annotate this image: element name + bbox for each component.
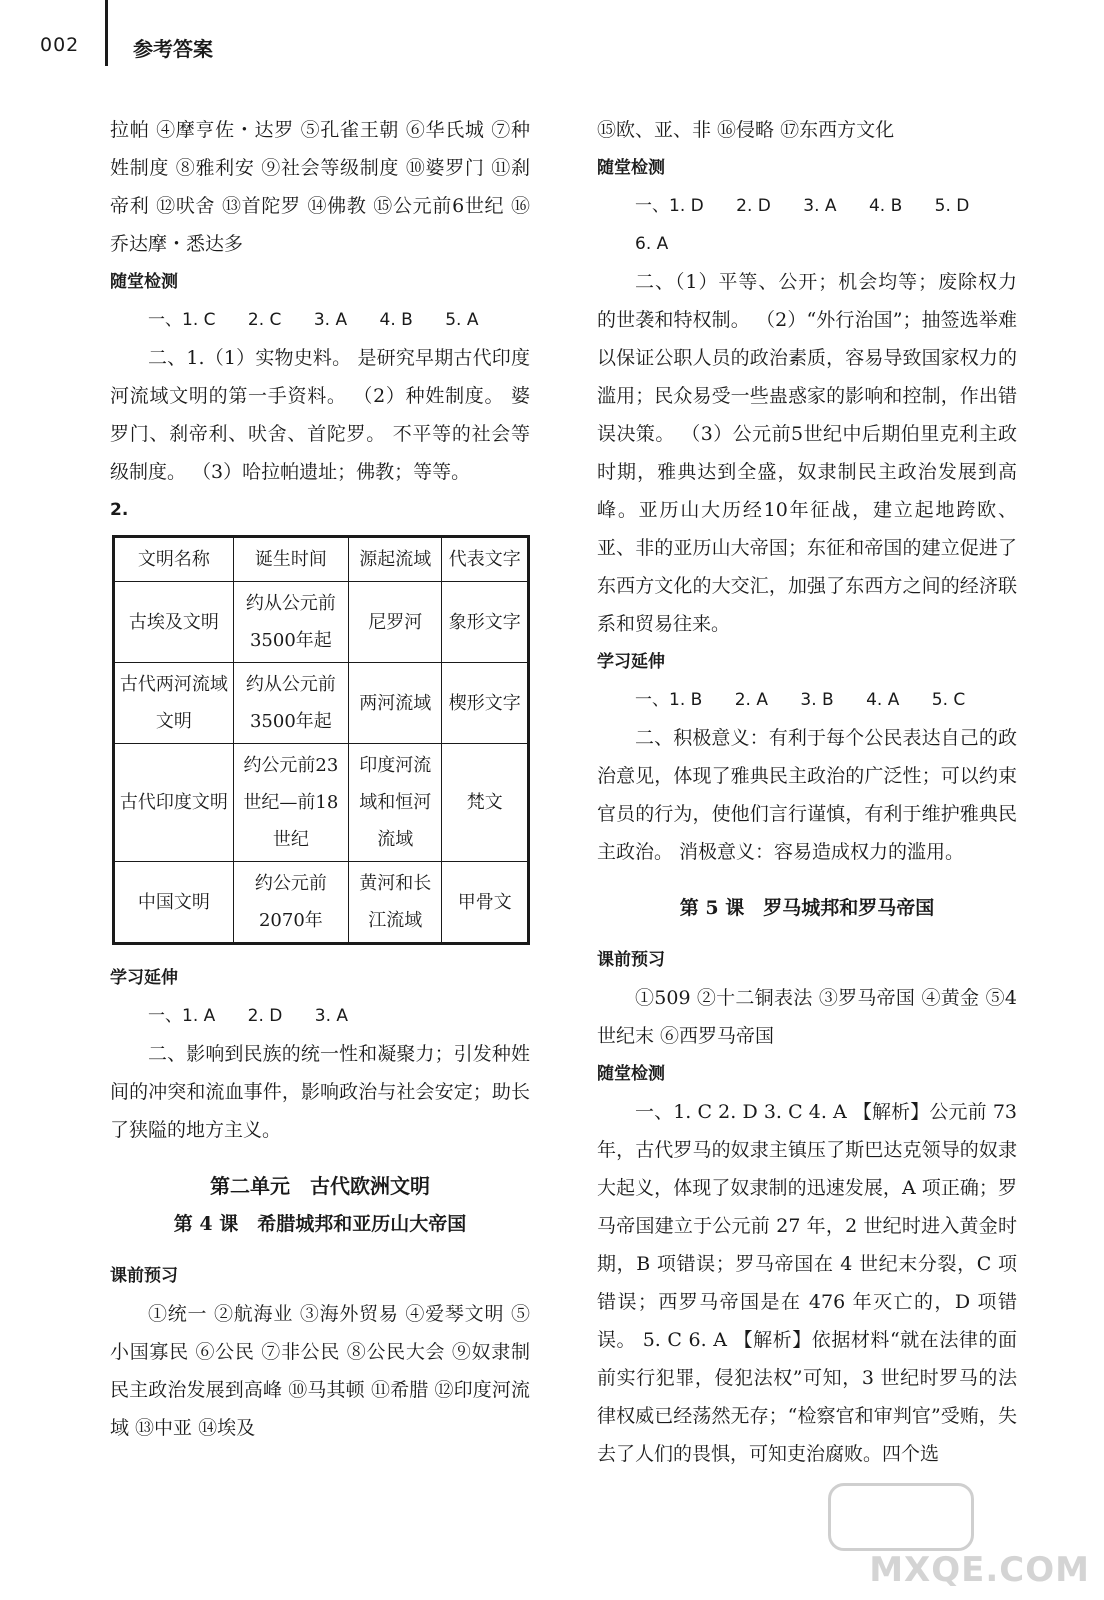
answer-paragraph: 二、积极意义：有利于每个公民表达自己的政治意见，体现了雅典民主政治的广泛性；可以约束官员的行为，使他们言行谨慎，有利于维护雅典民主政治。 消极意义：容易造成权力的滥用。 (597, 727, 1017, 863)
choice-answers: 6. A (635, 234, 669, 254)
choice-answers: 一、1. A 2. D 3. A (148, 1006, 349, 1026)
lesson-title: 第 5 课 罗马城邦和罗马帝国 (679, 897, 935, 919)
table-cell: 文明名称 (114, 537, 234, 582)
header-divider (105, 0, 108, 66)
section-heading: 学习延伸 (110, 968, 178, 988)
table-cell: 古代印度文明 (114, 744, 234, 862)
table-header-row (114, 537, 529, 582)
table-row (114, 862, 529, 944)
section-heading: 随堂检测 (110, 272, 178, 292)
table-cell: 代表文字 (442, 537, 529, 582)
answer-continuation: ⑮欧、亚、非 ⑯侵略 ⑰东西方文化 (597, 119, 895, 141)
table-cell: 约公元前2070年 (233, 862, 348, 944)
page-number: 002 (40, 34, 80, 56)
section-heading: 学习延伸 (597, 652, 665, 672)
table-cell: 梵文 (442, 744, 529, 862)
watermark-text: MXQE.COM (869, 1550, 1090, 1590)
table-cell: 约公元前23世纪—前18世纪 (233, 744, 348, 862)
section-heading: 随堂检测 (597, 1064, 665, 1084)
table-cell: 约从公元前3500年起 (233, 663, 348, 744)
unit-title: 第二单元 古代欧洲文明 (210, 1174, 430, 1198)
table-cell: 两河流域 (349, 663, 442, 744)
table-cell: 诞生时间 (233, 537, 348, 582)
table-cell: 古代两河流域文明 (114, 663, 234, 744)
answer-paragraph: 二、1.（1）实物史料。 是研究早期古代印度河流域文明的第一手资料。 （2）种姓制度。 婆罗门、刹帝利、吠舍、首陀罗。 不平等的社会等级制度。 （3）哈拉帕遗址；佛教；等等。 (110, 347, 530, 483)
answer-continuation: 拉帕 ④摩亨佐・达罗 ⑤孔雀王朝 ⑥华氏城 ⑦种姓制度 ⑧雅利安 ⑨社会等级制度 ⑩婆罗门 ⑪刹帝利 ⑫吠舍 ⑬首陀罗 ⑭佛教 ⑮公元前6世纪 ⑯乔达摩・悉达多 (110, 119, 530, 255)
section-heading: 随堂检测 (597, 158, 665, 178)
watermark-logo-icon (828, 1483, 974, 1551)
left-column (110, 111, 530, 1447)
answer-paragraph: 一、1. C 2. D 3. C 4. A 【解析】公元前 73 年，古代罗马的奴隶主镇压了斯巴达克领导的奴隶大起义，体现了奴隶制的迅速发展，A 项正确；罗马帝国建立于公元前 27 年，2 世纪时进入黄金时期，B 项错误；罗马帝国在 4 世纪末分裂，C 项错误；西罗马帝国是在 476 年灭亡的，D 项错误。 5. C 6. A 【解析】依据材料“就在法律的面前实行犯罪，侵犯法权”可知，3 世纪时罗马的法律权威已经荡然无存；“检察官和审判官”受贿，失去了人们的畏惧，可知吏治腐败。四个选 (597, 1101, 1017, 1465)
table-row (114, 582, 529, 663)
table-cell: 印度河流域和恒河流域 (349, 744, 442, 862)
table-cell: 黄河和长江流域 (349, 862, 442, 944)
right-column (597, 111, 1017, 1473)
page-title: 参考答案 (133, 37, 213, 61)
table-cell: 古埃及文明 (114, 582, 234, 663)
table-cell: 尼罗河 (349, 582, 442, 663)
question-number: 2. (110, 500, 129, 520)
answer-paragraph: 二、影响到民族的统一性和凝聚力；引发种姓间的冲突和流血事件，影响政治与社会安定；助长了狭隘的地方主义。 (110, 1043, 530, 1141)
table-cell: 象形文字 (442, 582, 529, 663)
choice-answers: 一、1. B 2. A 3. B 4. A 5. C (635, 690, 966, 710)
section-heading: 课前预习 (597, 950, 665, 970)
table-cell: 中国文明 (114, 862, 234, 944)
table-row (114, 663, 529, 744)
table-cell: 甲骨文 (442, 862, 529, 944)
table-cell: 约从公元前3500年起 (233, 582, 348, 663)
lesson-title: 第 4 课 希腊城邦和亚历山大帝国 (173, 1213, 467, 1235)
answer-paragraph: ①统一 ②航海业 ③海外贸易 ④爱琴文明 ⑤小国寡民 ⑥公民 ⑦非公民 ⑧公民大会 ⑨奴隶制民主政治发展到高峰 ⑩马其顿 ⑪希腊 ⑫印度河流域 ⑬中亚 ⑭埃及 (110, 1303, 530, 1439)
civilization-table (112, 535, 530, 945)
table-cell: 楔形文字 (442, 663, 529, 744)
table-cell: 源起流域 (349, 537, 442, 582)
answer-paragraph: ①509 ②十二铜表法 ③罗马帝国 ④黄金 ⑤4 世纪末 ⑥西罗马帝国 (597, 987, 1017, 1047)
choice-answers: 一、1. C 2. C 3. A 4. B 5. A (148, 310, 479, 330)
table-row (114, 744, 529, 862)
choice-answers: 一、1. D 2. D 3. A 4. B 5. D (635, 196, 970, 216)
section-heading: 课前预习 (110, 1266, 178, 1286)
answer-paragraph: 二、（1）平等、公开；机会均等；废除权力的世袭和特权制。 （2）“外行治国”；抽签选举难以保证公职人员的政治素质，容易导致国家权力的滥用；民众易受一些蛊惑家的影响和控制，作出错误决策。 （3）公元前5世纪中后期伯里克利主政时期，雅典达到全盛，奴隶制民主政治发展到高峰。亚历山大历经10年征战，建立起地跨欧、亚、非的亚历山大帝国；东征和帝国的建立促进了东西方文化的大交汇，加强了东西方之间的经济联系和贸易往来。 (597, 271, 1017, 635)
